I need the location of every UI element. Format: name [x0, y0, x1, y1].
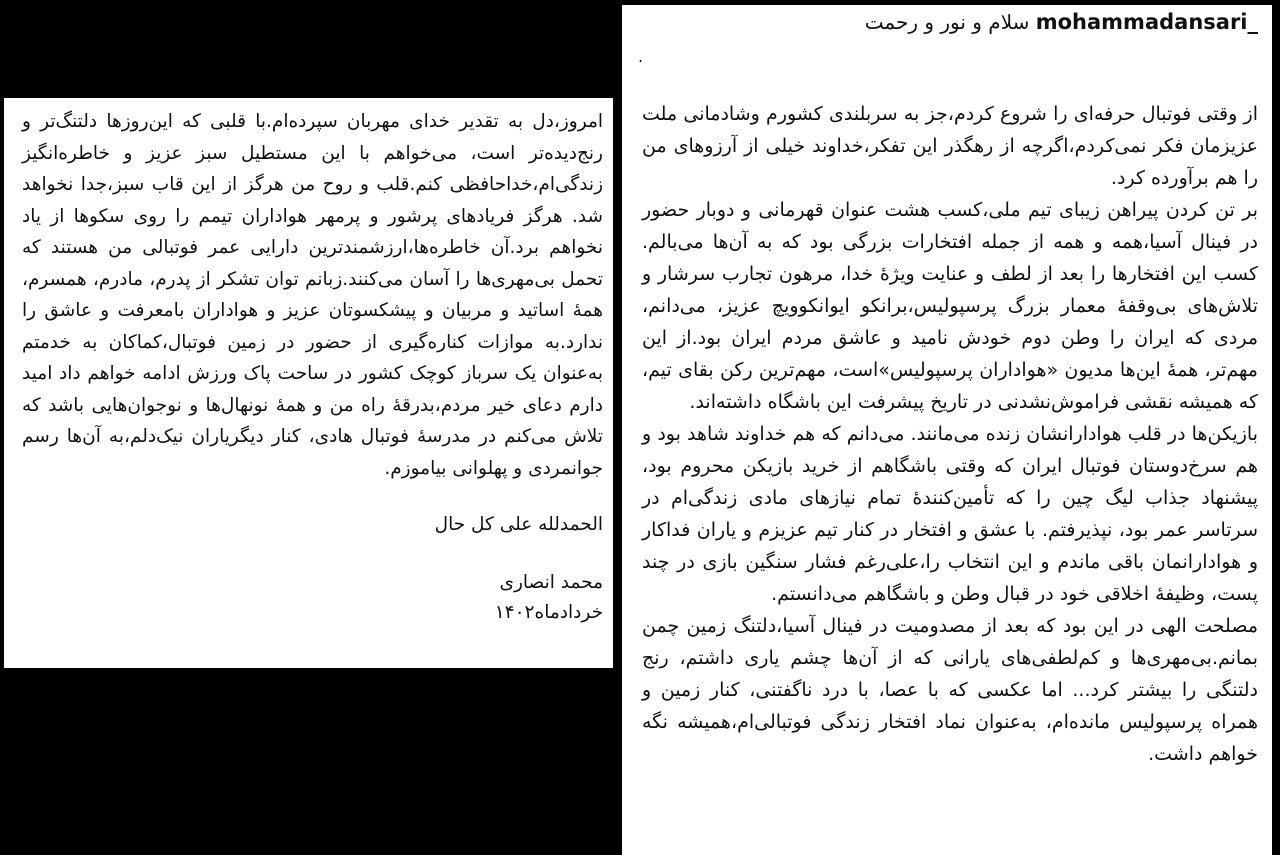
username[interactable]: mohammadansari_ [1035, 10, 1258, 34]
greeting: سلام و نور و رحمت [864, 10, 1030, 34]
signature-name: محمد انصاری [499, 572, 603, 593]
paragraph-3: بازیکن‌ها در قلب هوادارانشان زنده می‌مانند. می‌دانم که هم خداوند شاهد بود و هم سرخ‌دوستان فوتبال ایران که وقتی باشگاهم از خرید بازیکن محروم بود، پیشنهاد جذاب لیگ چین را که تأمین‌کنندۀ تمام نیازهای مادی زندگی‌ام در سرتاسر عمر بود، نپذیرفتم. با عشق و افتخار در کنار تیم عزیزم و یاران فداکار و هوادارانمان باقی ماندم و این انتخاب را،علی‌رغم فشار سنگین بازی در چند پست، وظیفۀ اخلاقی خود در قبال وطن و باشگاهم می‌دانستم. [642, 423, 1258, 605]
paragraph-4: مصلحت الهی در این بود که بعد از مصدومیت در فینال آسیا،دلتنگ زمین چمن بمانم.بی‌مهری‌ها و کم‌لطفی‌های یارانی که از آن‌ها چشم یاری داشتم، رنج دلتنگی را بیشتر کرد... اما عکسی که با عصا، با درد ناگفتنی، کنار زمین و همراه پرسپولیس مانده‌ام، به‌عنوان نماد افتخار زندگی فوتبالی‌ام،همیشه نگه خواهم داشت. [642, 615, 1258, 765]
paragraph-5: امروز،دل به تقدیر خدای مهربان سپرده‌ام.با قلبی که این‌روزها دلتنگ‌تر و رنج‌دیده‌تر است، می‌خواهم با این مستطیل سبز عزیز و خاطره‌انگیز زندگی‌ام،خداحافظی کنم.قلب و روح من هرگز از این قاب سبز،جدا نخواهد شد. هرگز فریادهای پرشور و پرمهر هواداران تیمم را روی سکوها از یاد نخواهم برد.آن خاطره‌ها،ارزشمندترین دارایی عمر فوتبالی من هستند که تحمل بی‌مهری‌ها را آسان می‌کنند.زبانم توان تشکر از پدرم، مادرم، همسرم، همۀ اساتید و مربیان و پیشکسوتان عزیز و هواداران بامعرفت و عاشق را ندارد.به موازات کناره‌گیری از حضور در زمین فوتبال،کماکان به خدمتم به‌عنوان یک سرباز کوچک کشور در ساحت پاک ورزش ادامه خواهم داد امید دارم دعای خیر مردم،بدرقۀ راه من و همۀ نونهال‌ها و نوجوان‌هایی باشد که تلاش می‌کنم در مدرسۀ فوتبال هادی، کنار دیگریاران نیک‌دلم،به آن‌ها رسم جوانمردی و پهلوانی بیاموزم. [22, 111, 603, 479]
closing-praise: الحمدلله علی کل حال [434, 514, 603, 535]
dot-mark: . [638, 47, 644, 66]
letter-continuation-panel [4, 98, 613, 668]
letter-body [22, 106, 603, 484]
caption-body [642, 98, 1258, 770]
paragraph-1: از وقتی فوتبال حرفه‌ای را شروع کردم،جز به سربلندی کشورم وشادمانی ملت عزیزمان فکر نمی‌کردم،اگرچه از رهگذر این تفکر،خداوند خیلی از آرزوهای من را هم برآورده کرد. [642, 103, 1258, 189]
instagram-caption-panel [622, 5, 1272, 855]
signature-date: خردادماه۱۴۰۲ [494, 602, 603, 623]
caption-header [642, 5, 1258, 45]
paragraph-2: بر تن کردن پیراهن زیبای تیم ملی،کسب هشت عنوان قهرمانی و دوبار حضور در فینال آسیا،همه و همه از جمله افتخارات بزرگی بود که به آن‌ها می‌بالم. کسب این افتخارها را بعد از لطف و عنایت ویژۀ خدا، مرهون تجارب سرشار و تلاش‌های بی‌وقفۀ معمار بزرگ پرسپولیس،برانکو ایوانکوویچ عزیز، می‌دانم، مردی که ایران را وطن دوم خودش نامید و عاشق مردم ایران بود.از این مهم‌تر، همۀ این‌ها مدیون «هواداران پرسپولیس»است، مهم‌ترین رکن بقای تیم، که همیشه نقشی فراموش‌نشدنی در تاریخ پیشرفت این باشگاه داشته‌اند. [642, 199, 1258, 413]
